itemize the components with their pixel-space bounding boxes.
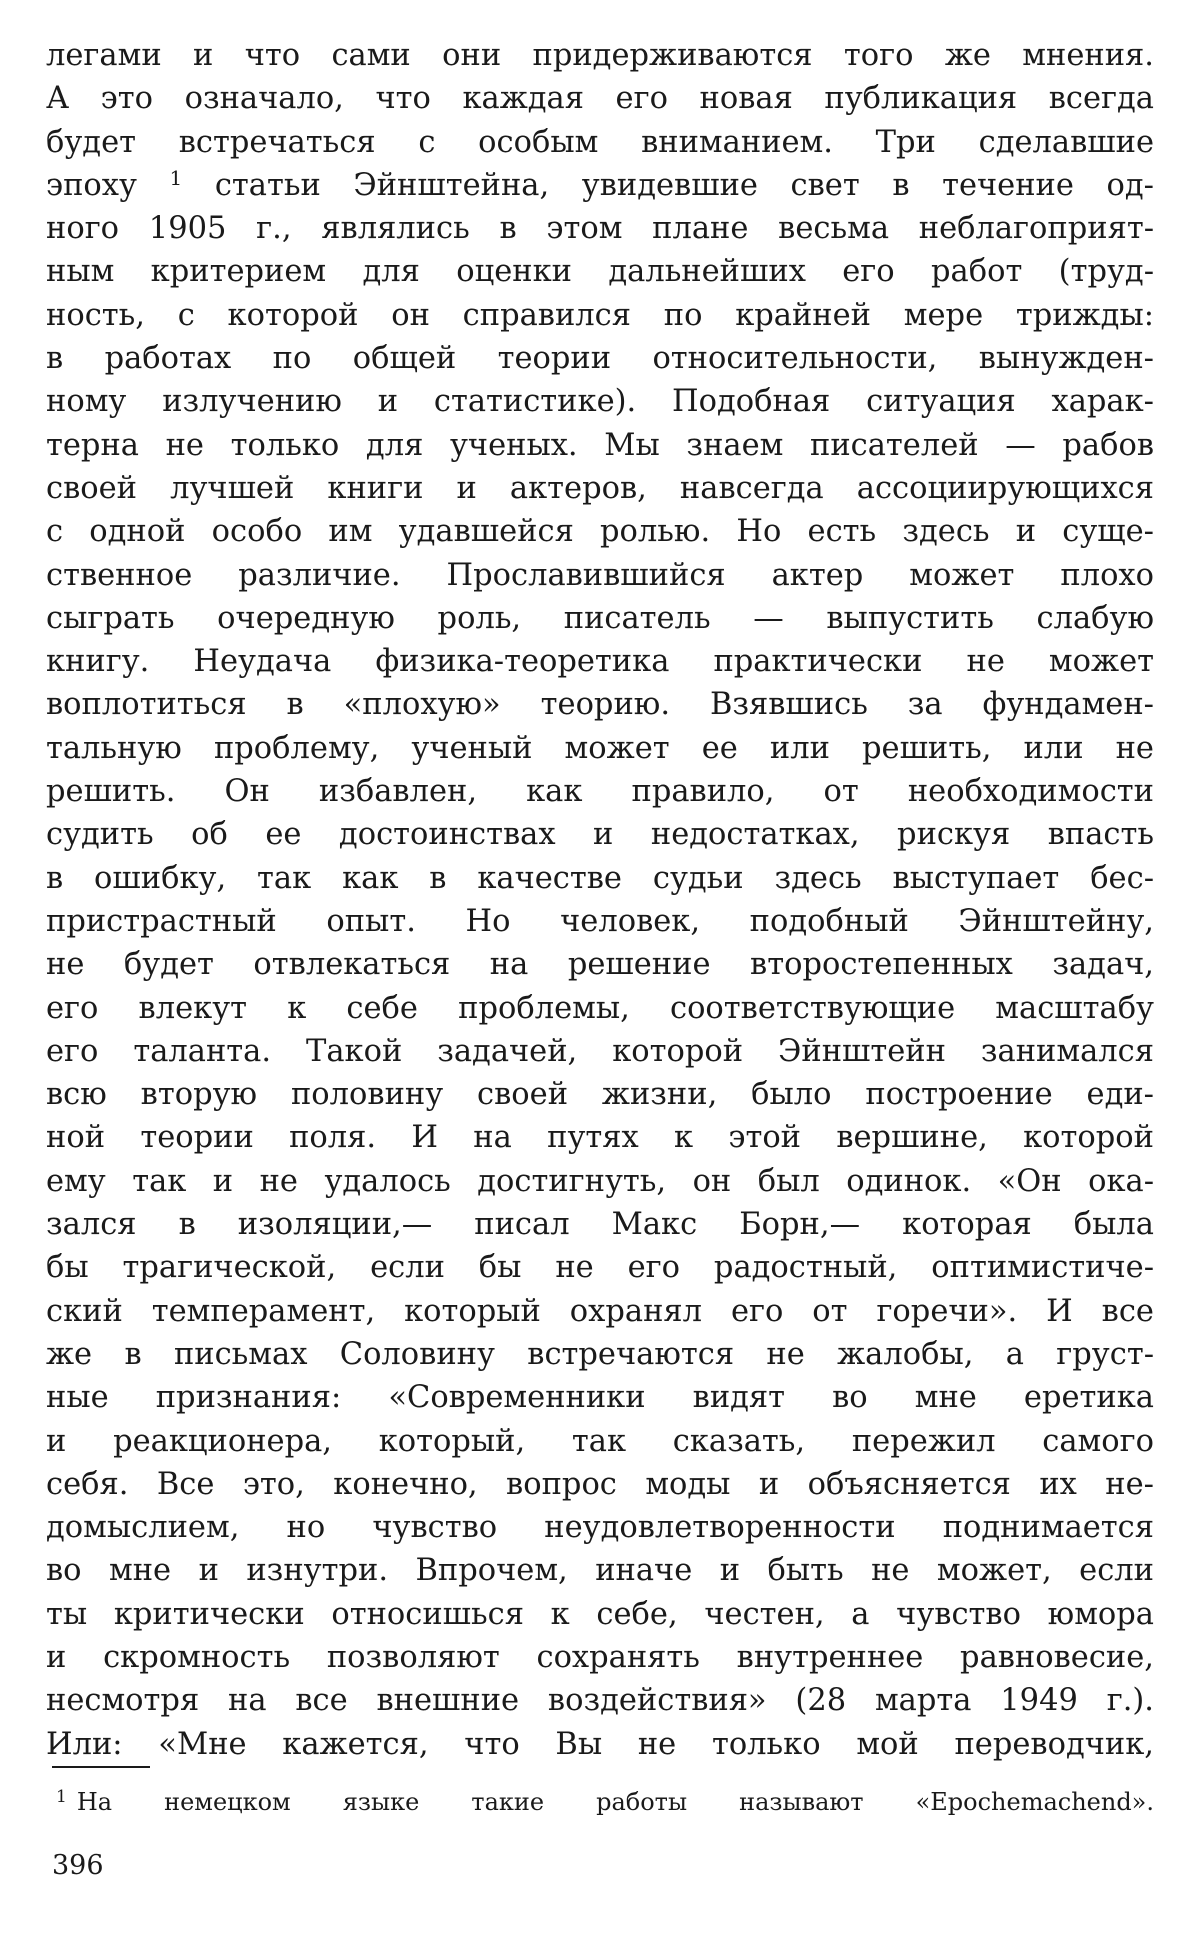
text-line: всю вторую половину своей жизни, было построение еди- [46, 1077, 1154, 1113]
text-line: ность, с которой он справился по крайней мере трижды: [46, 297, 1154, 333]
text-line: не будет отвлекаться на решение второстепенных задач, [46, 947, 1154, 983]
text-line: ты критически относишься к себе, честен, а чувство юмора [46, 1596, 1154, 1632]
footnote-text: На немецком языке такие работы называют «Epochemachend». [76, 1788, 1154, 1816]
text-line: пристрастный опыт. Но человек, подобный Эйнштейну, [46, 903, 1154, 939]
footnote-reference: 1 [169, 165, 183, 190]
body-text [46, 34, 1154, 1766]
text-line: бы трагической, если бы не его радостный, оптимистиче- [46, 1250, 1154, 1286]
text-line: воплотиться в «плохую» теорию. Взявшись за фундамен- [46, 687, 1154, 723]
text-line: себя. Все это, конечно, вопрос моды и объясняется их не- [46, 1466, 1154, 1502]
text-line: ным критерием для оценки дальнейших его работ (труд- [46, 254, 1154, 290]
text-line: книгу. Неудача физика-теоретика практически не может [46, 644, 1154, 680]
text-line: во мне и изнутри. Впрочем, иначе и быть не может, если [46, 1553, 1154, 1589]
text-fragment: эпоху [46, 167, 137, 203]
text-line: ский темперамент, который охранял его от горечи». И все [46, 1293, 1154, 1329]
text-fragment: статьи Эйнштейна, увидевшие свет в течение од- [214, 167, 1154, 203]
text-line: судить об ее достоинствах и недостатках, рискуя впасть [46, 817, 1154, 853]
footnote [56, 1784, 1154, 1820]
text-line: несмотря на все внешние воздействия» (28 марта 1949 г.). [46, 1683, 1154, 1719]
text-line: зался в изоляции,— писал Макс Борн,— которая была [46, 1207, 1154, 1243]
text-line: будет встречаться с особым вниманием. Три сделавшие [46, 124, 1154, 160]
text-line: своей лучшей книги и актеров, навсегда ассоциирующихся [46, 470, 1154, 506]
text-line-with-footnote [46, 164, 1154, 207]
footnote-marker: 1 [56, 1787, 67, 1807]
text-line: ного 1905 г., являлись в этом плане весьма неблагоприят- [46, 211, 1154, 247]
text-line: в ошибку, так как в качестве судьи здесь выступает бес- [46, 860, 1154, 896]
text-line: Или: «Мне кажется, что Вы не только мой переводчик, [46, 1726, 1154, 1762]
text-line: терна не только для ученых. Мы знаем писателей — рабов [46, 427, 1154, 463]
text-line: сыграть очередную роль, писатель — выпустить слабую [46, 600, 1154, 636]
text-line: его таланта. Такой задачей, которой Эйнштейн занимался [46, 1033, 1154, 1069]
text-line: легами и что сами они придерживаются того же мнения. [46, 38, 1154, 73]
text-line: А это означало, что каждая его новая публикация всегда [46, 81, 1154, 117]
text-line: ные признания: «Современники видят во мне еретика [46, 1380, 1154, 1416]
text-line: ной теории поля. И на путях к этой вершине, которой [46, 1120, 1154, 1156]
text-line: тальную проблему, ученый может ее или решить, или не [46, 730, 1154, 766]
text-line: в работах по общей теории относительности, вынужден- [46, 341, 1154, 377]
text-line: ему так и не удалось достигнуть, он был одинок. «Он ока- [46, 1163, 1154, 1199]
text-line: с одной особо им удавшейся ролью. Но есть здесь и суще- [46, 514, 1154, 550]
text-line: решить. Он избавлен, как правило, от необходимости [46, 774, 1154, 810]
footnote-divider [52, 1766, 150, 1768]
text-line: и реакционера, который, так сказать, пережил самого [46, 1423, 1154, 1459]
text-line: его влекут к себе проблемы, соответствующие масштабу [46, 990, 1154, 1026]
text-line: же в письмах Соловину встречаются не жалобы, а груст- [46, 1336, 1154, 1372]
text-line: домыслием, но чувство неудовлетворенности поднимается [46, 1510, 1154, 1546]
page-number: 396 [52, 1850, 104, 1881]
text-line: ственное различие. Прославившийся актер может плохо [46, 557, 1154, 593]
text-line: ному излучению и статистике). Подобная ситуация харак- [46, 384, 1154, 420]
text-line: и скромность позволяют сохранять внутреннее равновесие, [46, 1639, 1154, 1675]
